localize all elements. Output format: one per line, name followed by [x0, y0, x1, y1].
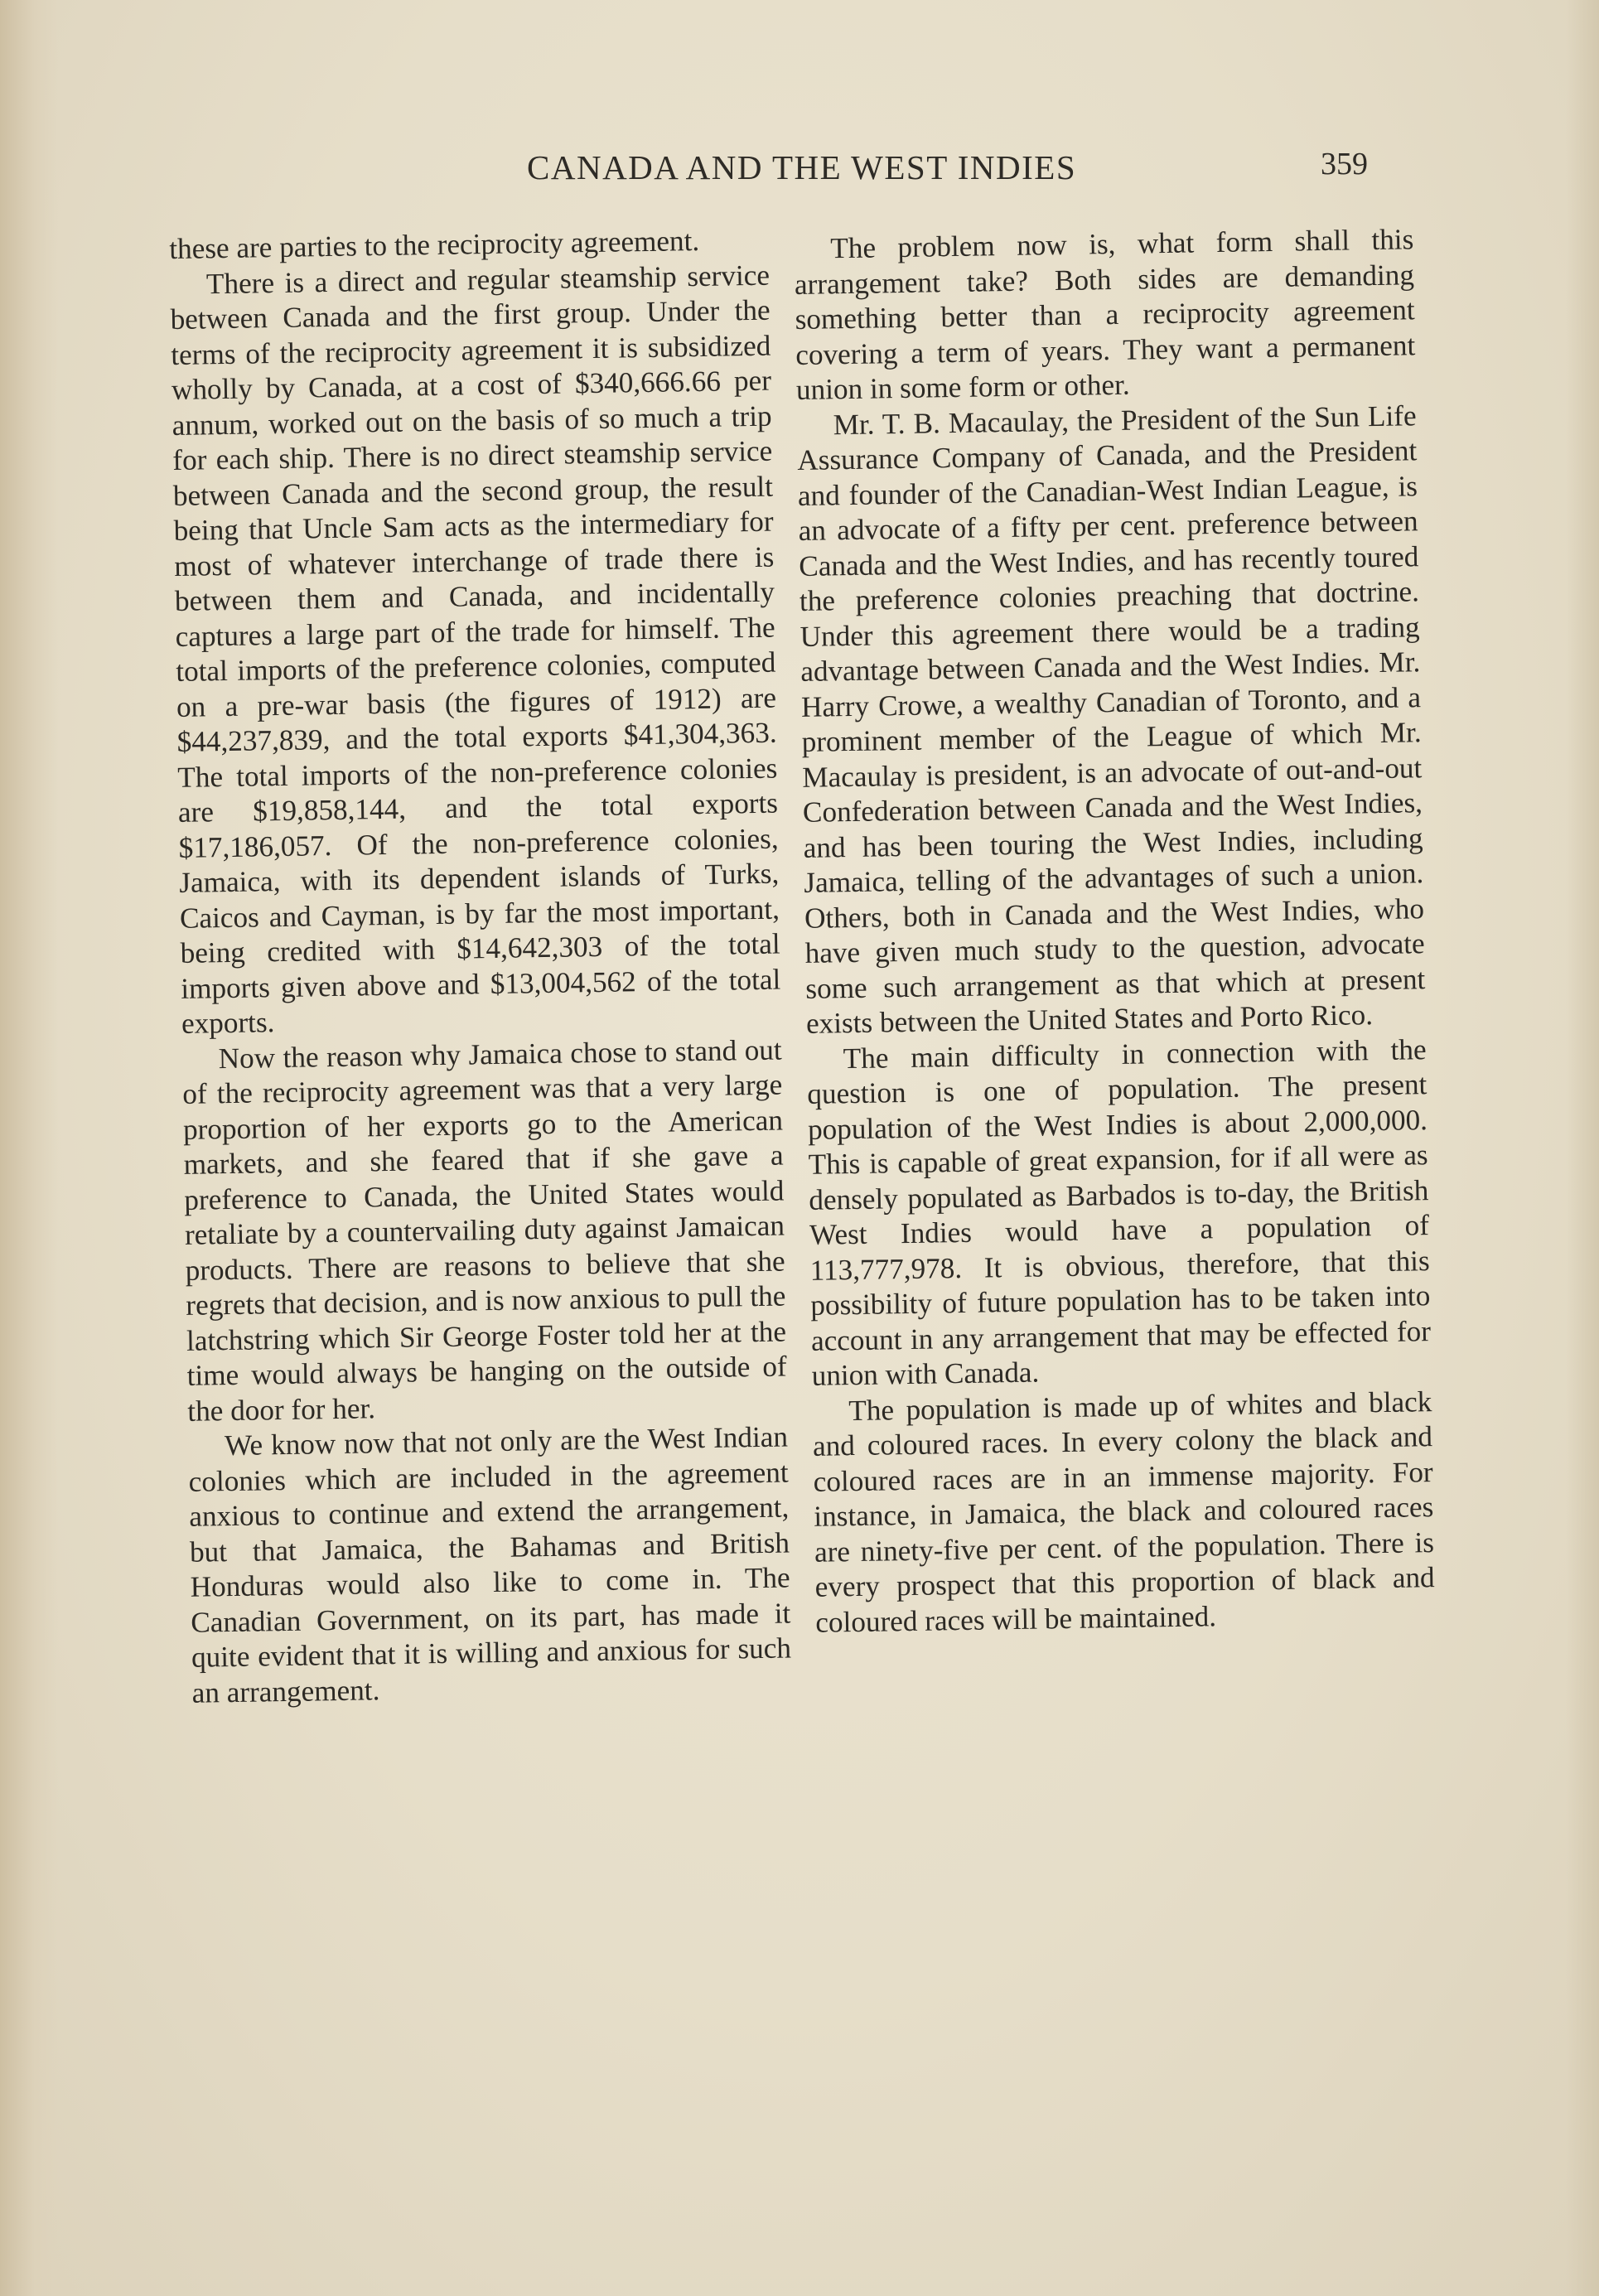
page-edge-shadow [1566, 0, 1599, 2296]
paragraph: We know now that not only are the West Indian colonies which are included in the agreement anxious to continue and extend the arrangement, but that Jamaica, the Bahamas and British Honduras would also like to come in. The Canadian Government, on its part, has made it quite evident that it is willing and anxious for such an arrangement. [188, 1420, 792, 1709]
paragraph: There is a direct and regular steamship service between Canada and the first group. Under the terms of the reciprocity agreement it is subsidized wholly by Canada, at a cost of $340,666.66 per annum, worked out on the basis of so much a trip for each ship. There is no direct steamship service between Canada and the second group, the result being that Uncle Sam acts as the intermediary for most of whatever interchange of trade there is between them and Canada, and incidentally captures a large part of the trade for himself. The total imports of the preference colonies, computed on a pre-war basis (the figures of 1912) are $44,237,839, and the total exports $41,304,363. The total imports of the non-preference colonies are $19,858,144, and the total exports $17,186,057. Of the non-preference colonies, Jamaica, with its dependent islands of Turks, Caicos and Cayman, is by far the most important, being credited with $14,642,303 of the total imports given above and $13,004,562 of the total exports. [170, 259, 781, 1040]
paragraph: these are parties to the reciprocity agreement. [169, 224, 700, 265]
page-number: 359 [1321, 147, 1368, 181]
running-head: CANADA AND THE WEST INDIES [527, 148, 1077, 186]
paragraph: The main difficulty in connection with the question is one of population. The present population of the West Indies is about 2,000,000. This is capable of great expansion, for if all were as densely populated as Barbados is to-day, the British West Indies would have a population of 113,777,978. It is obvious, therefore, that this possibility of future population has to be taken into account in any arrangement that may be effected for union with Canada. [807, 1032, 1432, 1392]
paragraph: The problem now is, what form shall this arrangement take? Both sides are demanding something better than a reciprocity agreement covering a term of years. They want a permanent union in some form or other. [794, 223, 1416, 406]
paragraph: Mr. T. B. Macaulay, the President of the Sun Life Assurance Company of Canada, and the President and founder of the Canadian-West Indian League, is an advocate of a fifty per cent. preference between Canada and the West Indies, and has recently toured the preference colonies preaching that doctrine. Under this agreement there would be a trading advantage between Canada and the West Indies. Mr. Harry Crowe, a wealthy Canadian of Toronto, and a prominent member of the League of which Mr. Macaulay is president, is an advocate of out-and-out Confederation between Canada and the West Indies, and has been touring the West Indies, including Jamaica, telling of the advantages of such a union. Others, both in Canada and the West Indies, who have given much study to the question, advocate some such arrangement as that which at present exists between the United States and Porto Rico. [797, 399, 1426, 1040]
left-column [169, 223, 792, 1711]
right-column [794, 222, 1436, 1641]
page-gutter-shadow [0, 0, 58, 2296]
page-header [0, 147, 1599, 197]
paragraph: The population is made up of whites and black and coloured races. In every colony the black and coloured races are in an immense majority. For instance, in Jamaica, the black and coloured races are ninety-five per cent. of the population. There is every prospect that this proportion of black and coloured races will be maintained. [812, 1385, 1435, 1639]
paragraph: Now the reason why Jamaica chose to stand out of the reciprocity agreement was that a very large proportion of her exports go to the American markets, and she feared that if she gave a preference to Canada, the United States would retaliate by a countervailing duty against Jamaican products. There are reasons to believe that she regrets that decision, and is now anxious to pull the latchstring which Sir George Foster told her at the time would always be hanging on the outside of the door for her. [182, 1033, 787, 1428]
